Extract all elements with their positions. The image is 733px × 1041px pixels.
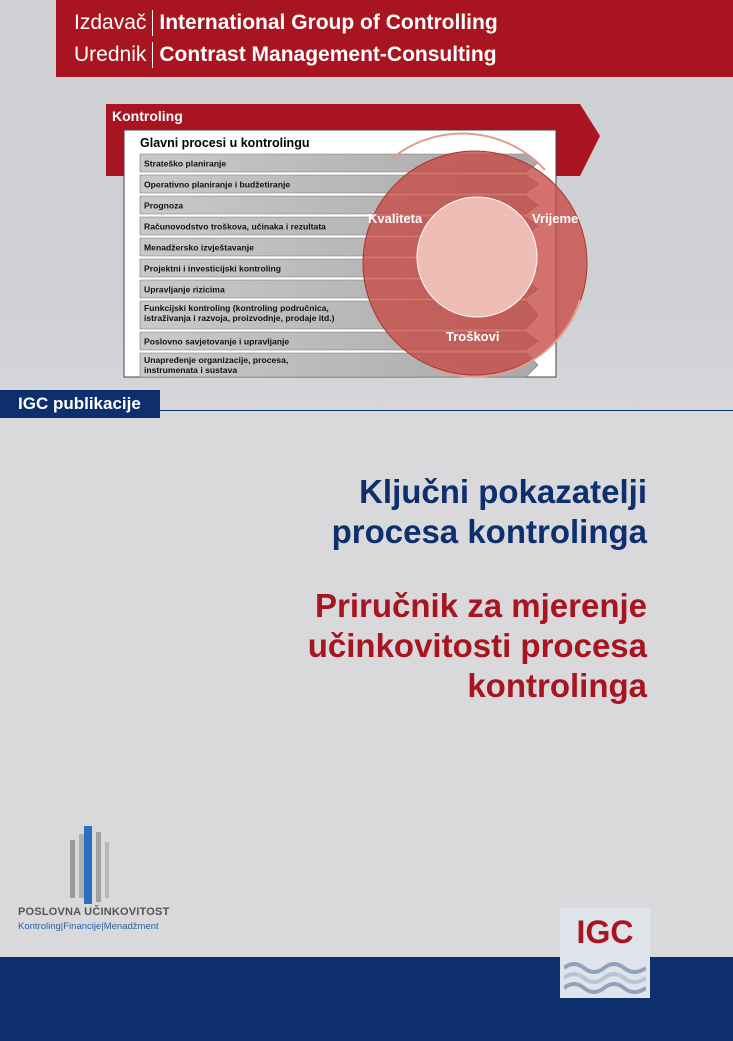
editor-name: Contrast Management-Consulting xyxy=(159,43,497,66)
process-label: istraživanja i razvoja, proizvodnje, prodaje itd.) xyxy=(144,313,335,323)
editor-row xyxy=(74,42,497,68)
book-subtitle-line: Priručnik za mjerenje xyxy=(315,587,647,624)
kontroling-header: Kontroling xyxy=(112,108,183,124)
igc-logo-text: IGC xyxy=(576,914,634,950)
publisher-band xyxy=(56,0,733,77)
publisher-row xyxy=(74,10,498,36)
costs-label: Troškovi xyxy=(446,329,500,344)
publisher-name: International Group of Controlling xyxy=(159,11,498,34)
book-title-line: procesa kontrolinga xyxy=(331,513,647,550)
publisher-label: Izdavač xyxy=(74,10,153,36)
process-label: Menadžersko izvještavanje xyxy=(144,242,254,253)
process-label: Funkcijski kontroling (kontroling područnica, xyxy=(144,303,329,313)
process-label: instrumenata i sustava xyxy=(144,365,238,375)
time-label: Vrijeme xyxy=(532,211,579,226)
book-title-line: Ključni pokazatelji xyxy=(359,473,647,510)
logo-tagline: Kontroling|Financije|Menadžment xyxy=(18,921,159,932)
book-subtitle-line: učinkovitosti procesa xyxy=(307,627,647,664)
controlling-process-diagram xyxy=(100,100,610,385)
editor-label: Urednik xyxy=(74,42,153,68)
logo-name: POSLOVNA UČINKOVITOST xyxy=(18,906,170,918)
book-subtitle-line: kontrolinga xyxy=(467,667,647,704)
book-title xyxy=(332,472,647,552)
series-label: IGC publikacije xyxy=(0,390,160,418)
book-subtitle xyxy=(87,586,647,706)
process-label: Operativno planiranje i budžetiranje xyxy=(144,179,291,190)
process-label: Računovodstvo troškova, učinaka i rezultata xyxy=(144,221,326,232)
rope-icon xyxy=(564,960,646,994)
process-label: Projektni i investicijski kontroling xyxy=(144,263,282,274)
series-rule xyxy=(160,410,733,411)
inner-circle xyxy=(417,197,537,317)
process-label: Poslovno savjetovanje i upravljanje xyxy=(144,336,290,347)
process-label: Strateško planiranje xyxy=(144,158,227,169)
process-box-title: Glavni procesi u kontrolingu xyxy=(140,136,310,150)
quality-label: Kvaliteta xyxy=(368,211,423,226)
igc-logo xyxy=(560,908,650,998)
process-label: Prognoza xyxy=(144,200,184,211)
process-label: Unapređenje organizacije, procesa, xyxy=(144,355,289,365)
process-label: Upravljanje rizicima xyxy=(144,284,225,295)
